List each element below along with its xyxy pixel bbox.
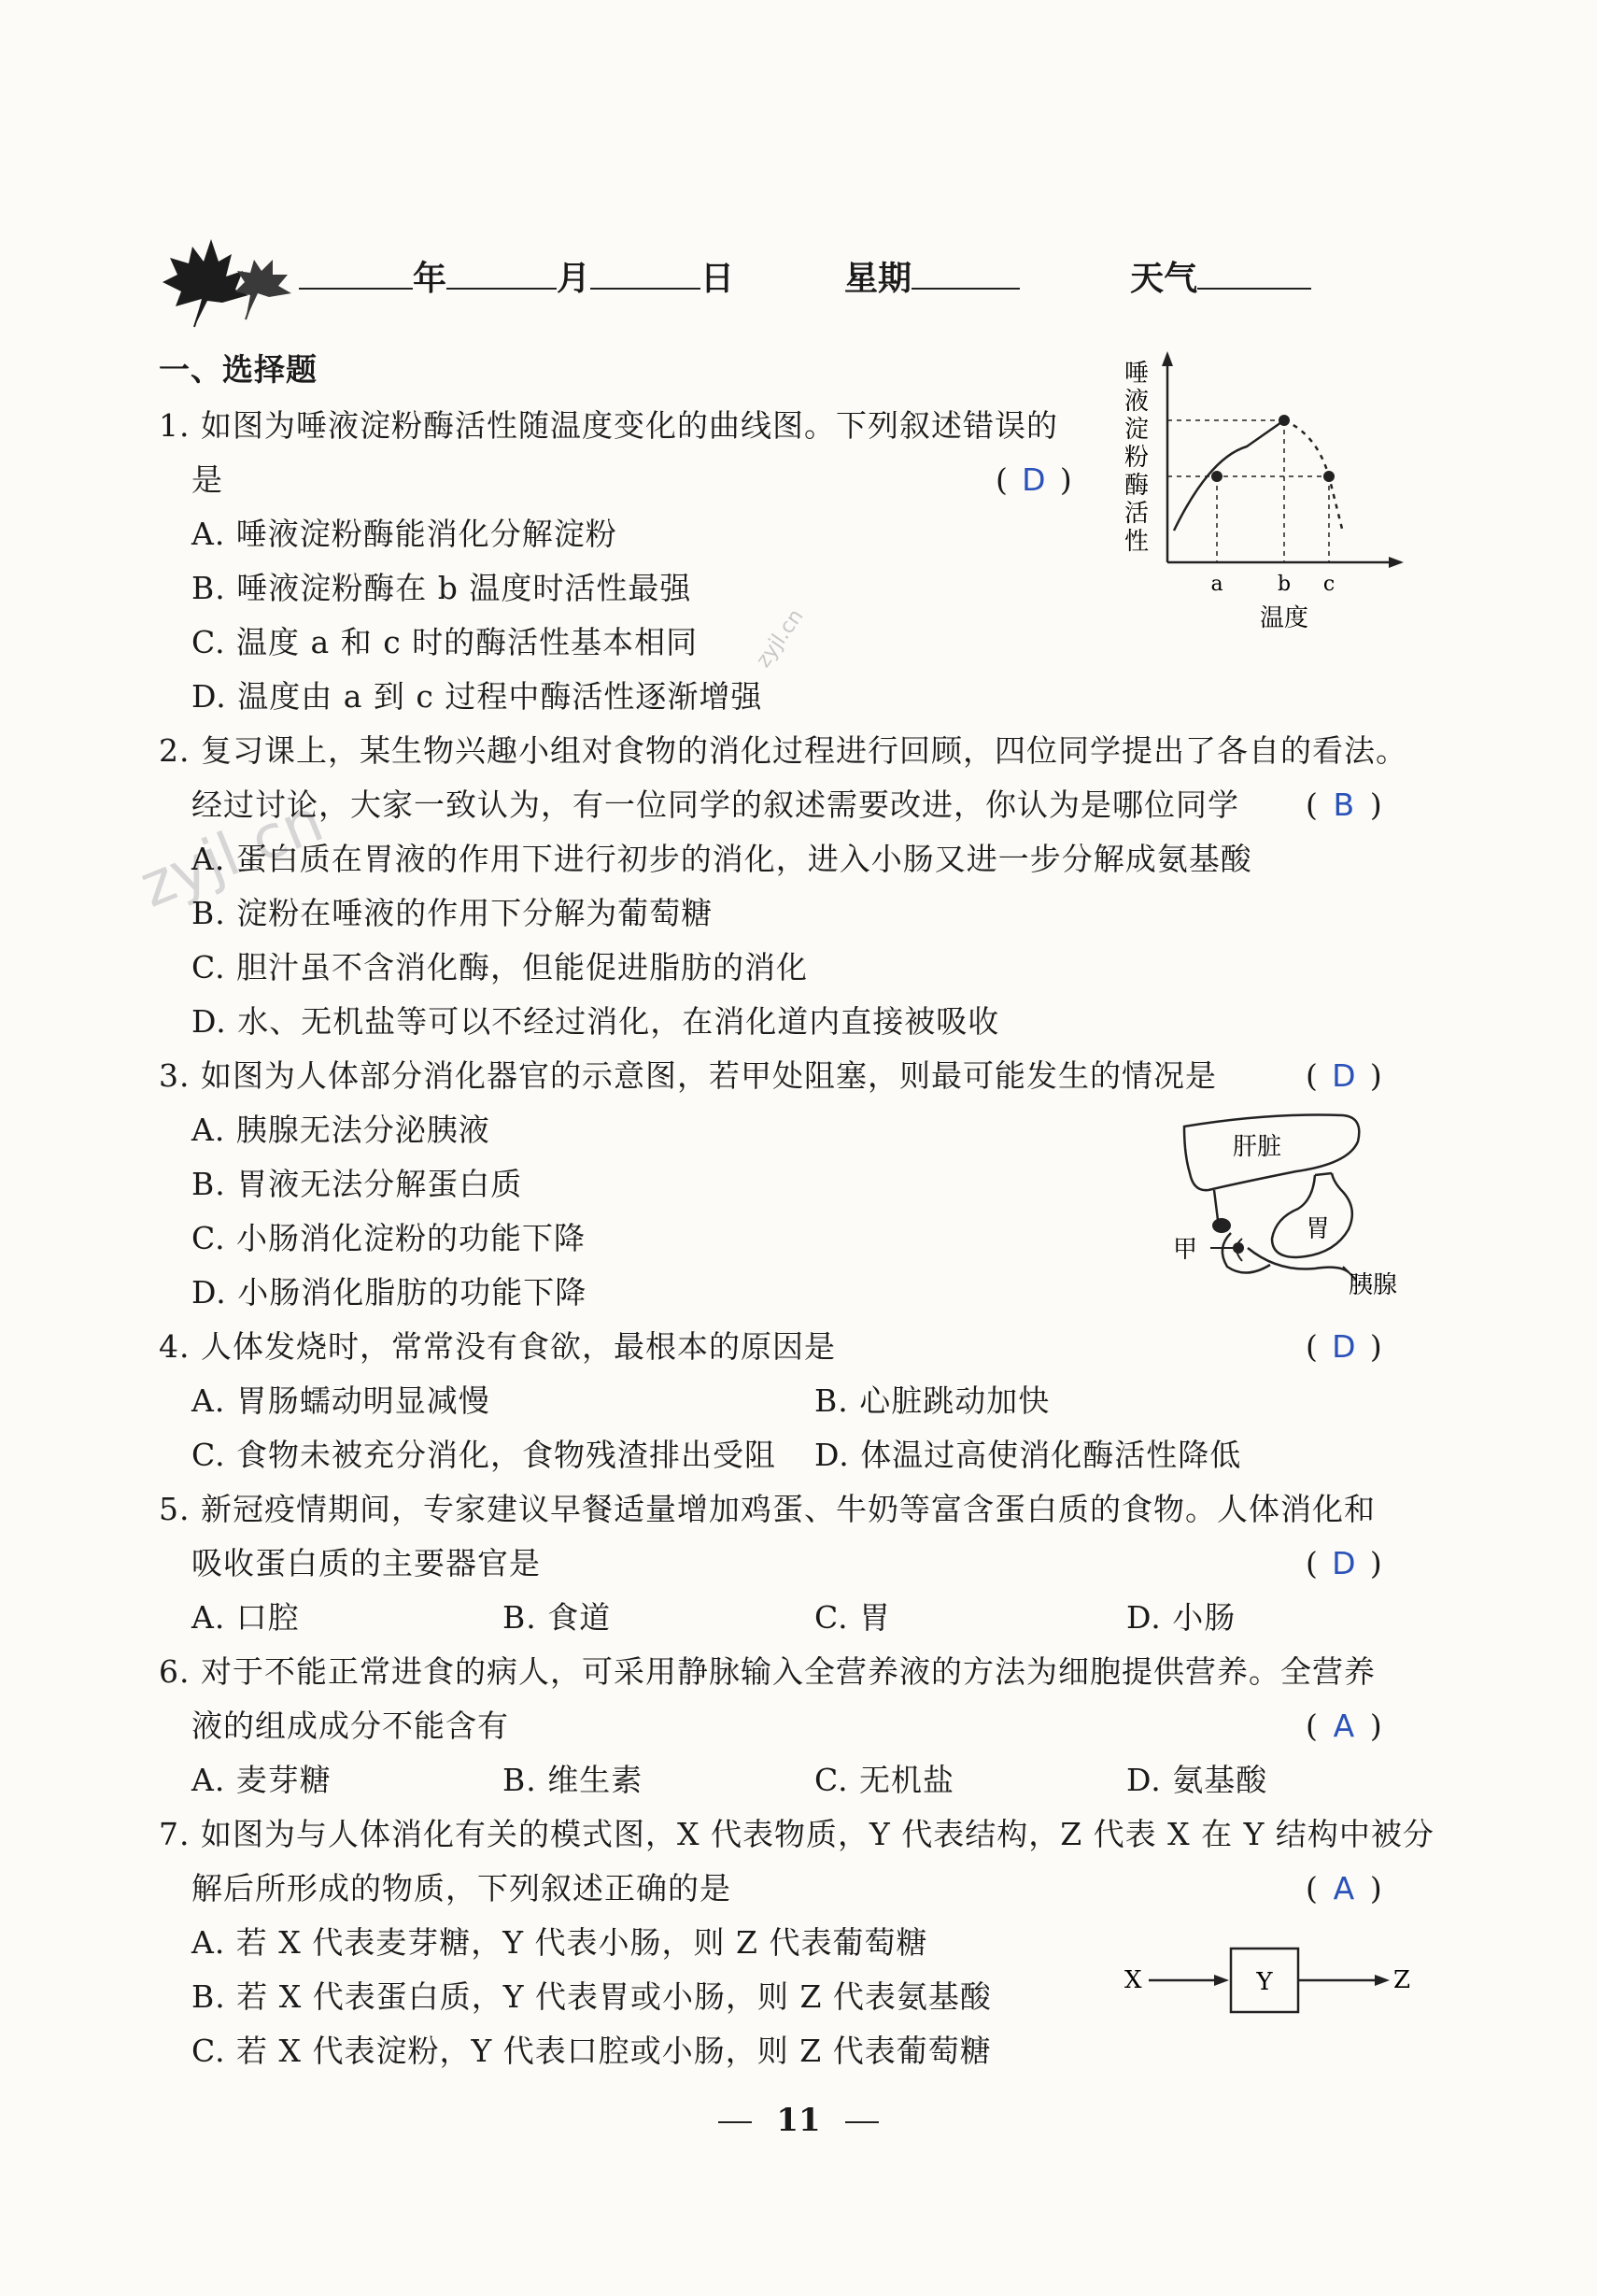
graph-ylabel-0: 唾 — [1124, 360, 1150, 388]
page-number: 11 — [0, 2102, 1597, 2139]
maple-leaf-icon — [157, 234, 297, 332]
question-1-line-1: 1. 如图为唾液淀粉酶活性随温度变化的曲线图。下列叙述错误的 — [159, 407, 1058, 444]
question-7-option-b: B. 若 X 代表蛋白质，Y 代表胃或小肠，则 Z 代表氨基酸 — [191, 1978, 992, 2015]
stomach-label: 胃 — [1306, 1215, 1331, 1243]
day-label: 日 — [700, 260, 735, 298]
question-3-option-c: C. 小肠消化淀粉的功能下降 — [191, 1220, 587, 1256]
question-7-line-1: 7. 如图为与人体消化有关的模式图，X 代表物质，Y 代表结构，Z 代表 X 在 Y 结构中被分 — [159, 1816, 1434, 1852]
graph-ylabel-4: 酶 — [1124, 472, 1150, 500]
graph-tick-c: c — [1322, 573, 1336, 596]
question-6-line-1: 6. 对于不能正常进食的病人，可采用静脉输入全营养液的方法为细胞提供营养。全营养 — [159, 1653, 1376, 1690]
question-4-option-c: C. 食物未被充分消化，食物残渣排出受阻 — [191, 1437, 777, 1473]
question-6-line-2: 液的组成成分不能含有 — [191, 1708, 509, 1744]
question-4-answer: ( D ) — [1306, 1328, 1382, 1365]
question-7-option-a: A. 若 X 代表麦芽糖，Y 代表小肠，则 Z 代表葡萄糖 — [191, 1924, 928, 1961]
year-label: 年 — [413, 260, 447, 298]
month-label: 月 — [557, 260, 591, 298]
question-6-option-d: D. 氨基酸 — [1126, 1762, 1268, 1798]
question-6-answer: ( A ) — [1306, 1708, 1382, 1744]
graph-tick-b: b — [1277, 573, 1292, 596]
question-7-line-2: 解后所形成的物质，下列叙述正确的是 — [191, 1870, 731, 1906]
question-5-line-2: 吸收蛋白质的主要器官是 — [191, 1545, 541, 1581]
question-5-option-d: D. 小肠 — [1126, 1599, 1237, 1636]
question-1-line-2: 是 — [191, 461, 223, 498]
question-1-option-c: C. 温度 a 和 c 时的酶活性基本相同 — [191, 624, 699, 660]
question-7-answer: ( A ) — [1306, 1870, 1382, 1906]
question-1-option-a: A. 唾液淀粉酶能消化分解淀粉 — [191, 516, 617, 552]
graph-ylabel-5: 活 — [1124, 500, 1150, 528]
question-3-option-b: B. 胃液无法分解蛋白质 — [191, 1166, 523, 1202]
question-6-option-c: C. 无机盐 — [814, 1762, 955, 1798]
question-2-option-a: A. 蛋白质在胃液的作用下进行初步的消化，进入小肠又进一步分解成氨基酸 — [191, 841, 1252, 877]
question-3-option-d: D. 小肠消化脂肪的功能下降 — [191, 1274, 587, 1311]
question-5-option-b: B. 食道 — [502, 1599, 612, 1636]
graph-ylabel-3: 粉 — [1124, 444, 1150, 472]
weather-label: 天气 — [1130, 260, 1198, 298]
flow-y-label: Y — [1256, 1968, 1273, 1996]
question-4-option-d: D. 体温过高使消化酶活性降低 — [814, 1437, 1242, 1473]
question-2-option-d: D. 水、无机盐等可以不经过消化，在消化道内直接被吸收 — [191, 1003, 1000, 1040]
xyz-flow-diagram — [1121, 1943, 1420, 2036]
flow-z-label: Z — [1393, 1966, 1411, 1994]
question-7-option-c: C. 若 X 代表淀粉，Y 代表口腔或小肠，则 Z 代表葡萄糖 — [191, 2033, 992, 2069]
question-2-answer: ( B ) — [1306, 787, 1382, 823]
question-1-answer: ( D ) — [996, 461, 1072, 498]
graph-xlabel: 温度 — [1259, 604, 1309, 632]
question-2-line-2: 经过讨论，大家一致认为，有一位同学的叙述需要改进，你认为是哪位同学 — [191, 787, 1239, 823]
weekday-label: 星期 — [844, 260, 912, 298]
question-5-option-a: A. 口腔 — [191, 1599, 300, 1636]
question-6-option-b: B. 维生素 — [502, 1762, 643, 1798]
enzyme-activity-graph — [1116, 346, 1424, 635]
question-3-line-1: 3. 如图为人体部分消化器官的示意图，若甲处阻塞，则最可能发生的情况是 — [159, 1057, 1217, 1094]
question-4-line-1: 4. 人体发烧时，常常没有食欲，最根本的原因是 — [159, 1328, 836, 1365]
question-2-option-c: C. 胆汁虽不含消化酶，但能促进脂肪的消化 — [191, 949, 809, 985]
question-1-option-d: D. 温度由 a 到 c 过程中酶活性逐渐增强 — [191, 678, 763, 715]
question-5-answer: ( D ) — [1306, 1545, 1382, 1581]
question-5-option-c: C. 胃 — [814, 1599, 892, 1636]
question-4-option-b: B. 心脏跳动加快 — [814, 1382, 1051, 1419]
question-2-option-b: B. 淀粉在唾液的作用下分解为葡萄糖 — [191, 895, 714, 931]
question-2-line-1: 2. 复习课上，某生物兴趣小组对食物的消化过程进行回顾，四位同学提出了各自的看法。 — [159, 732, 1407, 769]
liver-label: 肝脏 — [1233, 1133, 1282, 1161]
question-1-option-b: B. 唾液淀粉酶在 b 温度时活性最强 — [191, 570, 692, 606]
question-5-line-1: 5. 新冠疫情期间，专家建议早餐适量增加鸡蛋、牛奶等富含蛋白质的食物。人体消化和 — [159, 1491, 1376, 1527]
jia-label: 甲 — [1173, 1236, 1198, 1264]
watermark-small: zyjl.cn — [752, 604, 809, 673]
graph-ylabel-6: 性 — [1124, 528, 1150, 556]
question-3-option-a: A. 胰腺无法分泌胰液 — [191, 1112, 490, 1148]
section-title: 一、选择题 — [159, 351, 318, 388]
date-row — [299, 254, 1311, 303]
graph-ylabel-1: 液 — [1124, 388, 1150, 416]
digestive-organs-diagram — [1156, 1108, 1418, 1304]
question-6-option-a: A. 麦芽糖 — [191, 1762, 332, 1798]
graph-tick-a: a — [1210, 573, 1223, 596]
flow-x-label: X — [1124, 1966, 1142, 1994]
pancreas-label: 胰腺 — [1349, 1271, 1398, 1299]
watermark-large: zyjl.cn — [131, 786, 333, 922]
question-3-answer: ( D ) — [1306, 1057, 1382, 1094]
question-4-option-a: A. 胃肠蠕动明显减慢 — [191, 1382, 490, 1419]
graph-ylabel-2: 淀 — [1124, 416, 1150, 444]
